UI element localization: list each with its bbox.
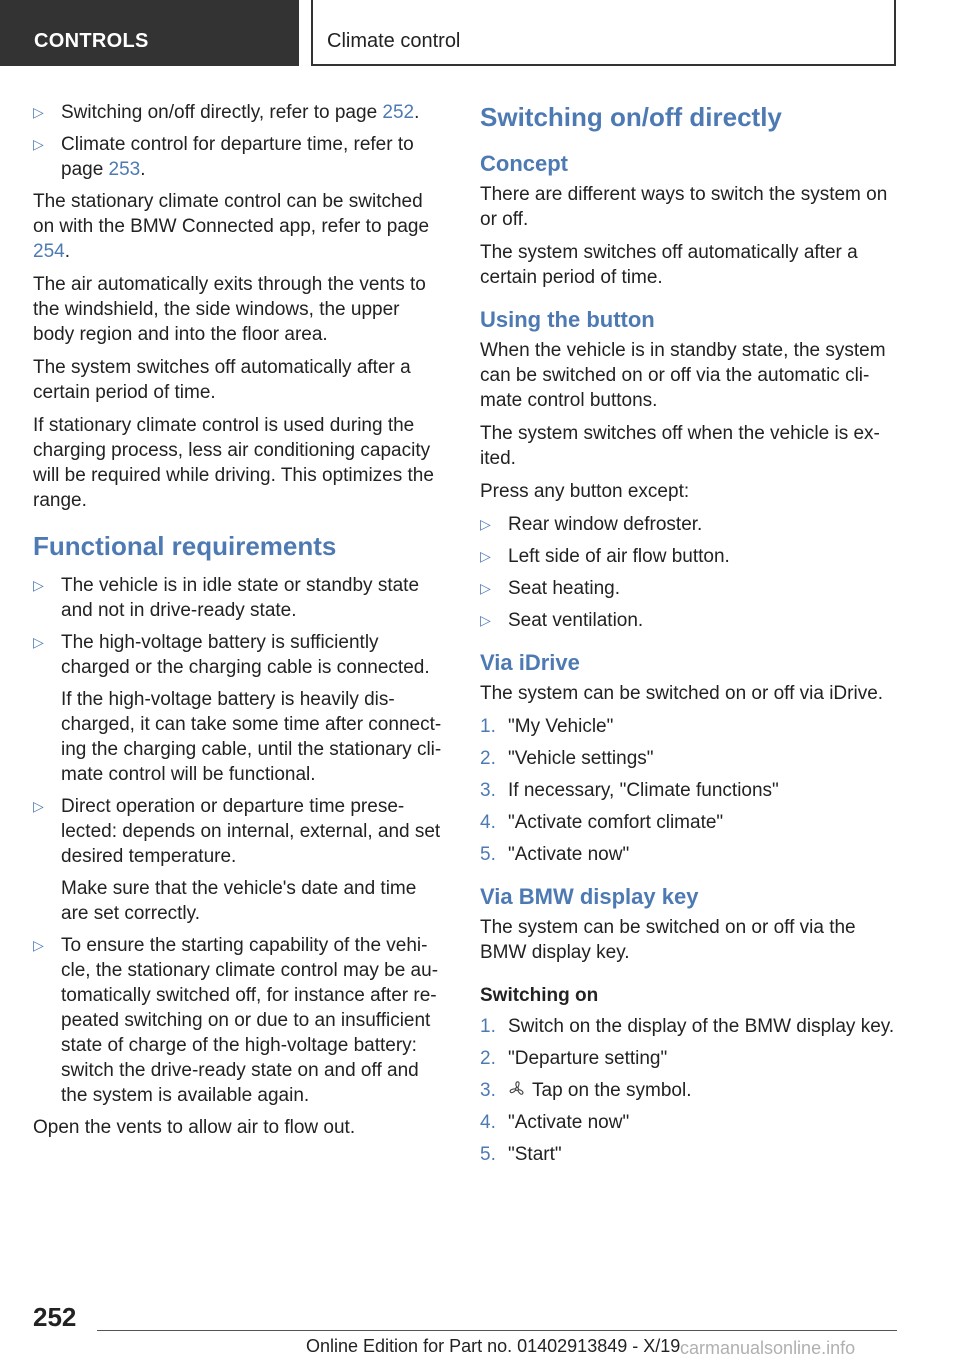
footer-divider — [97, 1330, 897, 1331]
triangle-bullet-icon: ▷ — [33, 798, 44, 814]
paragraph: The system switches off when the vehicle is exited. — [480, 423, 880, 469]
step-item: 5. "Start" — [480, 1144, 562, 1165]
paragraph: Open the vents to allow air to flow out. — [33, 1117, 356, 1138]
paragraph: The system switches off automatically after a certain period of time. — [33, 357, 411, 403]
page-link[interactable]: 252 — [382, 102, 415, 123]
triangle-bullet-icon: ▷ — [480, 612, 491, 628]
section-title: CONTROLS — [34, 30, 149, 52]
paragraph: The stationary climate control can be switched on with the BMW Connected app, refer to page 254. — [33, 191, 430, 262]
paragraph: The system can be switched on or off via the BMW display key. — [480, 917, 856, 963]
triangle-bullet-icon: ▷ — [480, 580, 491, 596]
paragraph: Press any button except: — [480, 481, 690, 502]
step-item: 1. "My Vehicle" — [480, 716, 614, 737]
paragraph: There are different ways to switch the system on or off. — [480, 184, 888, 230]
list-item: ▷ Direct operation or departure time preselected: depends on internal, external, and set desired temperature. — [33, 796, 441, 867]
paragraph: The air automatically exits through the vents to the windshield, the side windows, the upper body region and into the floor area. — [33, 274, 426, 345]
step-item: 4. "Activate now" — [480, 1112, 630, 1133]
page-link[interactable]: 253 — [108, 159, 141, 180]
subsection-heading: Concept — [480, 151, 568, 176]
paragraph: If stationary climate control is used during the charging process, less air conditioning capacity will be required while driving. This optimizes the range. — [33, 415, 434, 511]
triangle-bullet-icon: ▷ — [33, 634, 44, 650]
triangle-bullet-icon: ▷ — [33, 104, 44, 120]
minor-heading: Switching on — [480, 985, 599, 1006]
step-item: 2. "Vehicle settings" — [480, 748, 654, 769]
list-item: ▷ Seat heating. — [480, 578, 620, 599]
step-item: 1. Switch on the display of the BMW display key. — [480, 1016, 895, 1037]
paragraph: The system switches off automatically after a certain period of time. — [480, 242, 858, 288]
list-item: ▷ Left side of air flow button. — [480, 546, 730, 567]
step-item: 2. "Departure setting" — [480, 1048, 668, 1069]
list-item: ▷ Switching on/off directly, refer to page 252. — [33, 102, 420, 123]
watermark: carmanualsonline.info — [680, 1338, 856, 1358]
step-item: 3. If necessary, "Climate functions" — [480, 780, 779, 801]
triangle-bullet-icon: ▷ — [33, 937, 44, 953]
triangle-bullet-icon: ▷ — [33, 577, 44, 593]
step-item: 3. Tap on the symbol. — [480, 1080, 692, 1101]
page-link[interactable]: 254 — [33, 241, 65, 262]
list-item: ▷ To ensure the starting capability of the vehicle, the stationary climate control may be automatically switched off, for instance after repeated switching on or due to an insufficient state of charge of the high-voltage battery: switch the drive-ready state on and off and the system is available again. — [33, 935, 439, 1106]
section-heading: Switching on/off directly — [480, 102, 782, 132]
list-item: ▷ Rear window defroster. — [480, 514, 703, 535]
subsection-heading: Using the button — [480, 307, 655, 332]
edition-note: Online Edition for Part no. 01402913849 - X/19 — [306, 1336, 681, 1356]
chapter-title: Climate control — [327, 30, 461, 52]
list-item-note: Make sure that the vehicle's date and time are set correctly. — [61, 878, 417, 924]
fan-icon — [508, 1080, 526, 1098]
subsection-heading: Via BMW display key — [480, 884, 699, 909]
list-item: ▷ Climate control for departure time, refer to page 253. — [33, 134, 414, 180]
chapter-tab — [311, 0, 896, 66]
list-item: ▷ Seat ventilation. — [480, 610, 644, 631]
section-tab — [0, 0, 299, 66]
page-number: 252 — [33, 1302, 77, 1332]
triangle-bullet-icon: ▷ — [33, 136, 44, 152]
subsection-heading: Via iDrive — [480, 650, 580, 675]
list-item-note: If the high-voltage battery is heavily discharged, it can take some time after connecting the charging cable, until the stationary climate control will be functional. — [61, 689, 442, 785]
left-column — [33, 100, 443, 1148]
triangle-bullet-icon: ▷ — [480, 516, 491, 532]
step-item: 4. "Activate comfort climate" — [480, 812, 724, 833]
triangle-bullet-icon: ▷ — [480, 548, 491, 564]
section-heading: Functional requirements — [33, 531, 337, 561]
list-item: ▷ The high-voltage battery is sufficiently charged or the charging cable is connected. — [33, 632, 430, 678]
paragraph: When the vehicle is in standby state, the system can be switched on or off via the automatic climate control buttons. — [480, 340, 886, 411]
list-item: ▷ The vehicle is in idle state or standby state and not in drive-ready state. — [33, 575, 420, 621]
paragraph: The system can be switched on or off via iDrive. — [480, 683, 884, 704]
page-header — [0, 0, 960, 66]
right-column — [480, 100, 900, 1174]
step-item: 5. "Activate now" — [480, 844, 630, 865]
